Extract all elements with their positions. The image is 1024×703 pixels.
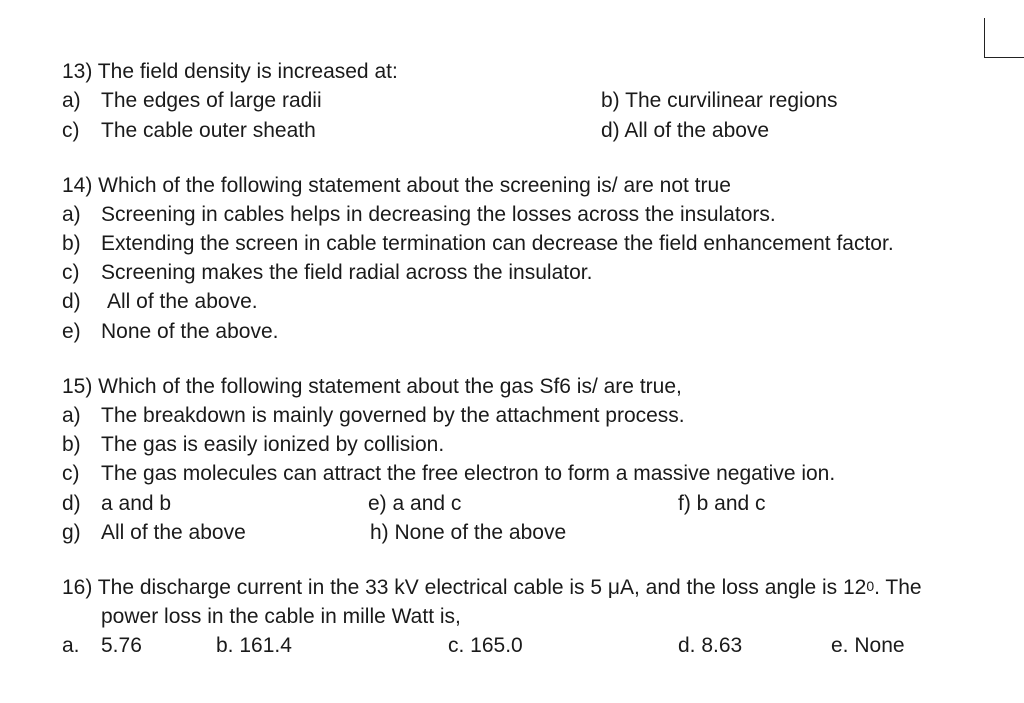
q15-option-c: The gas molecules can attract the free electron to form a massive negative ion. xyxy=(101,462,836,485)
question-13: 13) The field density is increased at: xyxy=(62,60,398,83)
q14-option-b: Extending the screen in cable termination can decrease the field enhancement factor. xyxy=(101,232,894,255)
q14-option-a: Screening in cables helps in decreasing the losses across the insulators. xyxy=(101,203,776,226)
q14-option-a-letter: a) xyxy=(62,203,81,226)
q13-option-b: b) The curvilinear regions xyxy=(601,89,838,112)
q14-option-c: Screening makes the field radial across the insulator. xyxy=(101,261,593,284)
q16-option-d: d. 8.63 xyxy=(678,634,743,657)
q14-option-d: All of the above. xyxy=(107,290,258,313)
q13-option-a: The edges of large radii xyxy=(101,89,322,112)
q13-option-c-letter: c) xyxy=(62,119,80,142)
q16-option-c: c. 165.0 xyxy=(448,634,523,657)
q14-option-b-letter: b) xyxy=(62,232,81,255)
q16-option-e: e. None xyxy=(831,634,905,657)
question-16-line-2: power loss in the cable in mille Watt is, xyxy=(101,605,461,628)
q16-text-end: . The xyxy=(874,576,922,599)
q15-option-b-letter: b) xyxy=(62,433,81,456)
q15-option-f: f) b and c xyxy=(678,492,766,515)
q15-option-d: a and b xyxy=(101,492,172,515)
q15-option-c-letter: c) xyxy=(62,462,80,485)
q15-option-h: h) None of the above xyxy=(370,521,567,544)
q16-option-b: b. 161.4 xyxy=(216,634,292,657)
q13-option-d: d) All of the above xyxy=(601,119,770,142)
q15-option-a-letter: a) xyxy=(62,404,81,427)
q15-option-a: The breakdown is mainly governed by the attachment process. xyxy=(101,404,685,427)
q14-option-d-letter: d) xyxy=(62,290,81,313)
q15-option-d-letter: d) xyxy=(62,492,81,515)
q16-text-start: 16) The discharge current in the 33 kV electrical cable is 5 μA, and the loss angle is 12 xyxy=(62,576,867,599)
question-15: 15) Which of the following statement about the gas Sf6 is/ are true, xyxy=(62,375,682,398)
q15-option-g-letter: g) xyxy=(62,521,81,544)
q16-option-a: 5.76 xyxy=(101,634,142,657)
q14-option-c-letter: c) xyxy=(62,261,80,284)
question-16 xyxy=(62,576,922,600)
q16-degree-superscript: 0 xyxy=(866,578,875,594)
q15-option-b: The gas is easily ionized by collision. xyxy=(101,433,445,456)
q15-option-g: All of the above xyxy=(101,521,246,544)
question-14: 14) Which of the following statement about the screening is/ are not true xyxy=(62,174,731,197)
q14-option-e: None of the above. xyxy=(101,320,279,343)
q15-option-e: e) a and c xyxy=(368,492,462,515)
q13-option-a-letter: a) xyxy=(62,89,81,112)
corner-mark xyxy=(984,18,1024,58)
q14-option-e-letter: e) xyxy=(62,320,81,343)
q13-option-c: The cable outer sheath xyxy=(101,119,316,142)
q16-option-a-letter: a. xyxy=(62,634,80,657)
